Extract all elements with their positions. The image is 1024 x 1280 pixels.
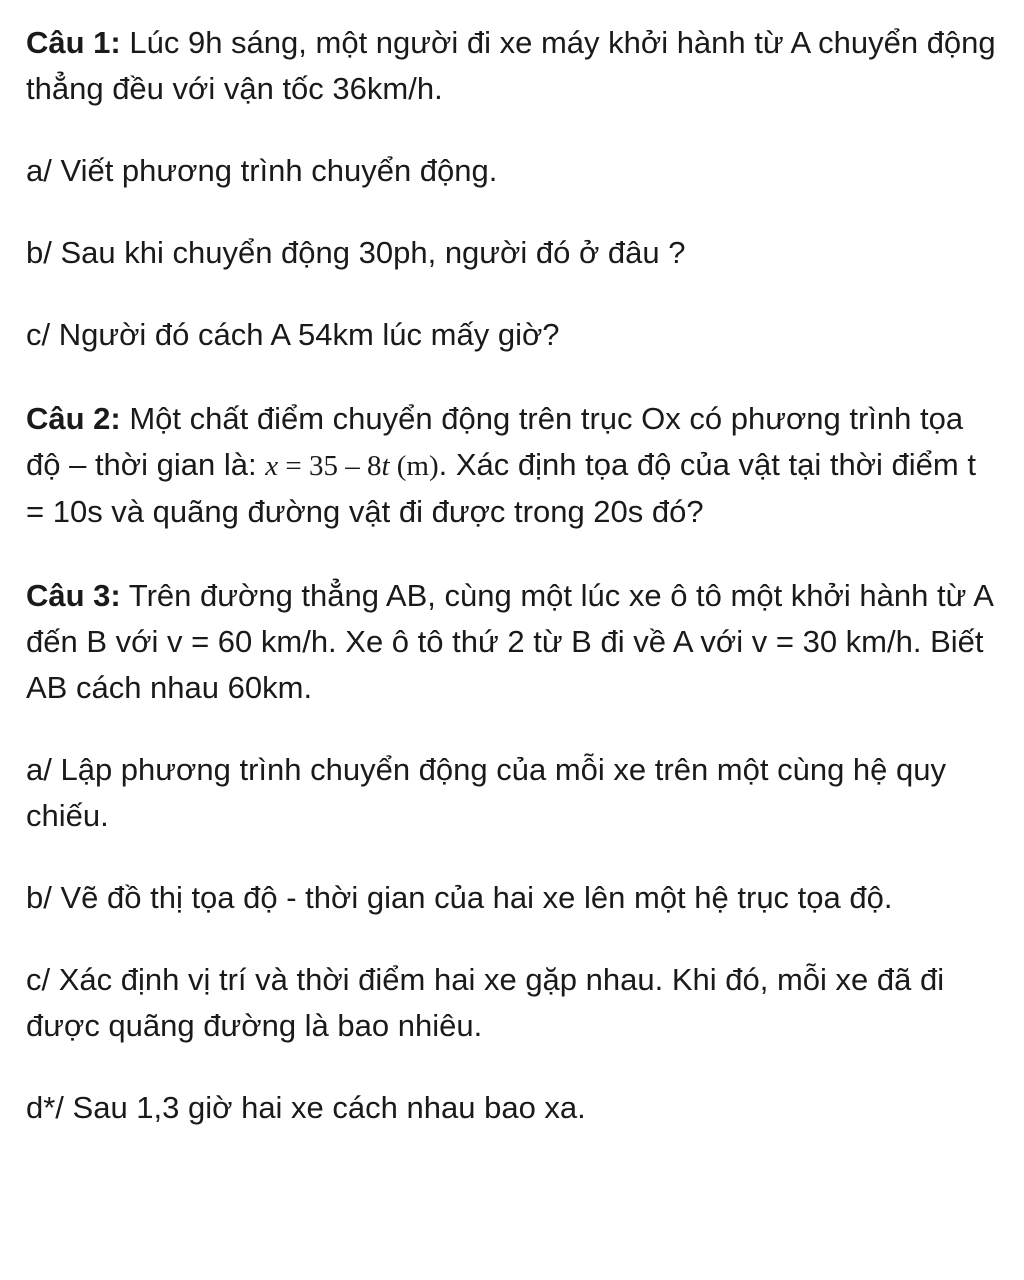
equation-variable-x: x xyxy=(265,450,279,482)
equation-middle: = 35 – 8 xyxy=(278,450,382,482)
question-1-label: Câu 1: xyxy=(26,25,121,60)
question-2-text-after: . Xác định tọa độ của vật tại thời điểm t = 10s và quãng đường vật đi được trong 20s đó? xyxy=(26,447,976,529)
question-3-part-d: d*/ Sau 1,3 giờ hai xe cách nhau bao xa. xyxy=(26,1090,586,1125)
question-2-label: Câu 2: xyxy=(26,401,121,436)
question-3-text: Trên đường thẳng AB, cùng một lúc xe ô tô một khởi hành từ A đến B với v = 60 km/h. Xe ô tô thứ 2 từ B đi về A với v = 30 km/h. Biết AB cách nhau 60km. xyxy=(26,578,993,705)
question-1-text: Lúc 9h sáng, một người đi xe máy khởi hành từ A chuyển động thẳng đều với vận tốc 36km/h. xyxy=(26,25,996,106)
question-3-label: Câu 3: xyxy=(26,578,121,613)
question-2-text-before: Một chất điểm chuyển động trên trục Ox có phương trình tọa độ – thời gian là: xyxy=(26,401,964,482)
question-1-part-b: b/ Sau khi chuyển động 30ph, người đó ở đâu ? xyxy=(26,235,686,270)
question-1-part-c: c/ Người đó cách A 54km lúc mấy giờ? xyxy=(26,317,560,352)
worksheet xyxy=(26,20,1001,1131)
question-1-intro xyxy=(26,20,1001,112)
question-2-equation xyxy=(265,450,438,482)
equation-variable-t: t xyxy=(381,450,390,482)
equation-unit: (m) xyxy=(389,450,439,482)
question-3-part-b: b/ Vẽ đồ thị tọa độ - thời gian của hai xe lên một hệ trục tọa độ. xyxy=(26,880,893,915)
question-2 xyxy=(26,396,1001,535)
question-1-part-a: a/ Viết phương trình chuyển động. xyxy=(26,153,498,188)
question-3-intro xyxy=(26,573,1001,711)
question-3-part-a: a/ Lập phương trình chuyển động của mỗi xe trên một cùng hệ quy chiếu. xyxy=(26,752,946,833)
question-3-part-c: c/ Xác định vị trí và thời điểm hai xe gặp nhau. Khi đó, mỗi xe đã đi được quãng đường là bao nhiêu. xyxy=(26,962,945,1043)
